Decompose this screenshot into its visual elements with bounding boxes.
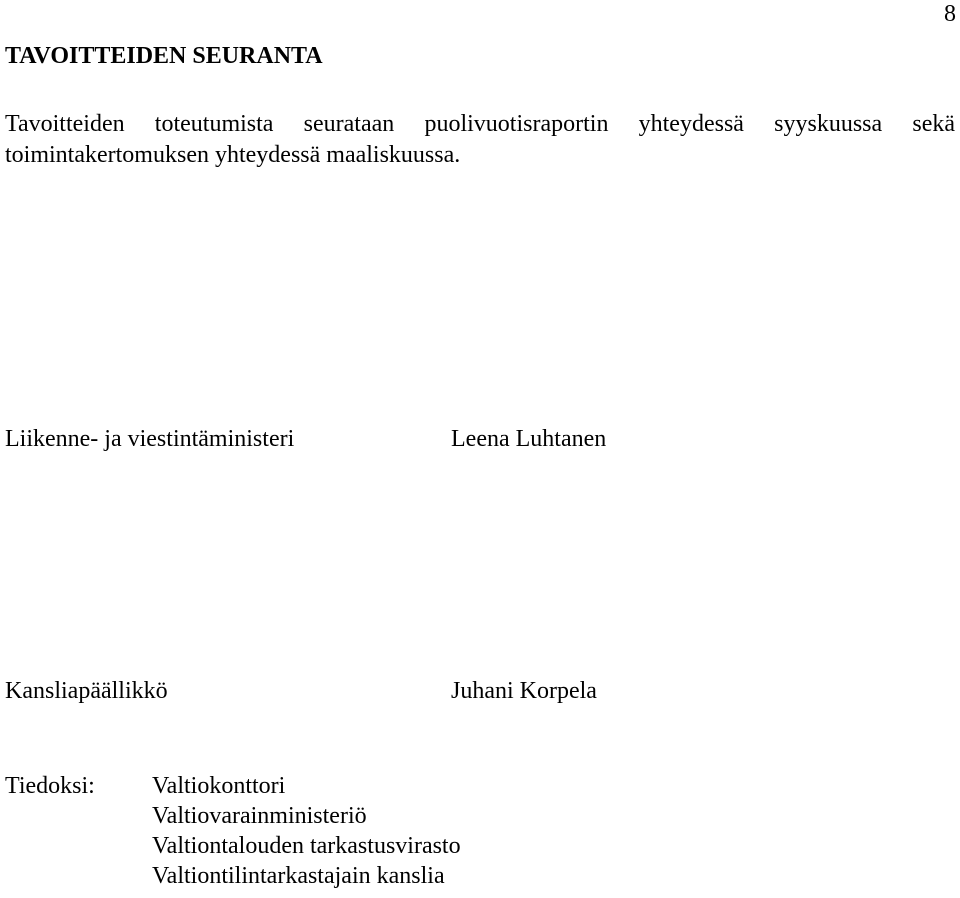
distribution-recipient: Valtiovarainministeriö [152, 803, 367, 829]
signatory-name: Juhani Korpela [451, 678, 597, 704]
paragraph-line: toimintakertomuksen yhteydessä maaliskuussa. [5, 142, 461, 168]
signatory-role: Liikenne- ja viestintäministeri [5, 426, 295, 452]
distribution-recipient: Valtiontilintarkastajain kanslia [152, 863, 445, 889]
signatory-role: Kansliapäällikkö [5, 678, 168, 704]
page-number: 8 [944, 1, 956, 27]
distribution-recipient: Valtiontalouden tarkastusvirasto [152, 833, 461, 859]
distribution-recipient: Valtiokonttori [152, 773, 286, 799]
body-paragraph [5, 109, 955, 171]
paragraph-line: Tavoitteiden toteutumista seurataan puolivuotisraportin yhteydessä syyskuussa sekä [5, 111, 955, 137]
distribution-list [152, 771, 461, 891]
signatory-name: Leena Luhtanen [451, 426, 607, 452]
section-heading: TAVOITTEIDEN SEURANTA [5, 43, 323, 69]
distribution-label: Tiedoksi: [5, 773, 95, 799]
